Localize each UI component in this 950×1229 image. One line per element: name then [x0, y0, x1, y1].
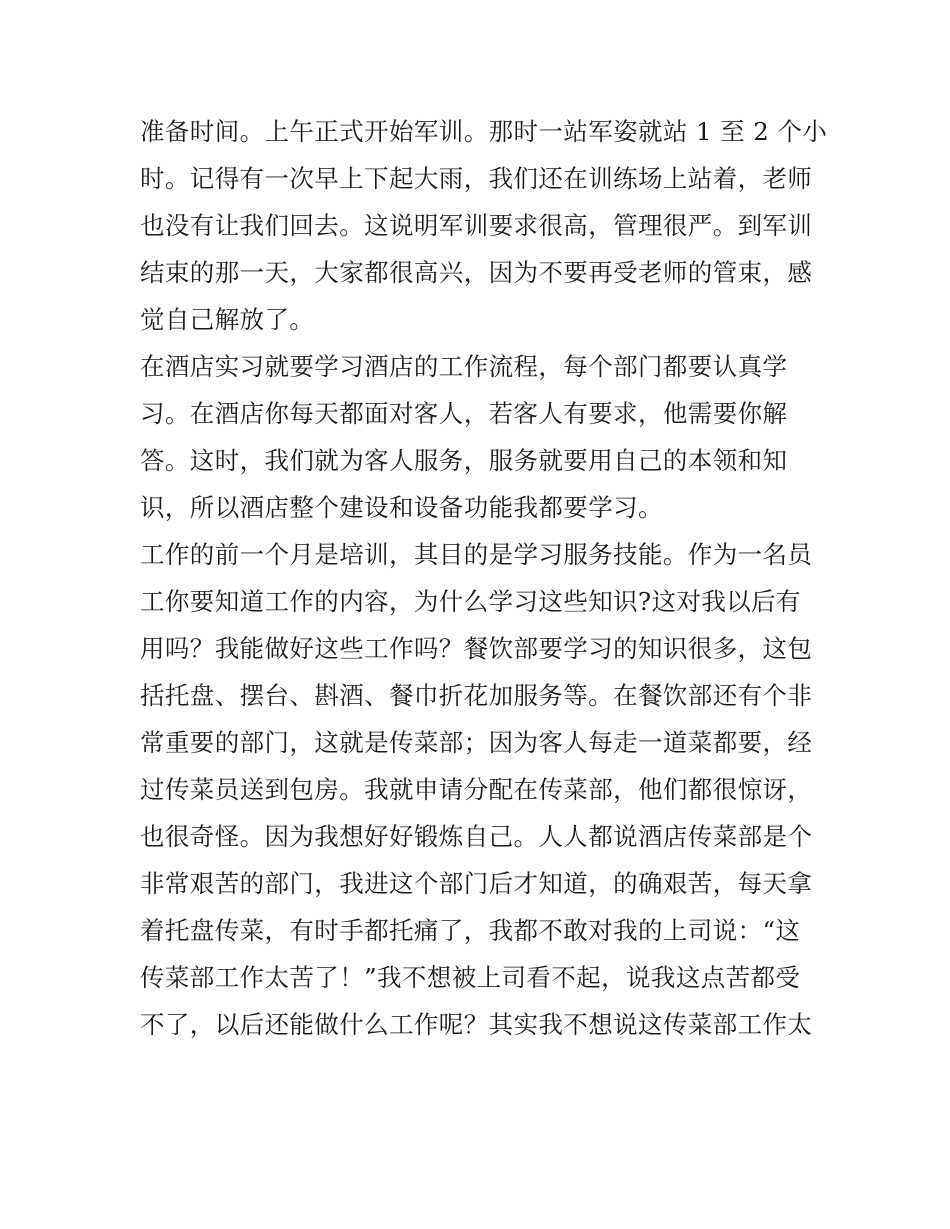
- text-line: 准备时间。上午正式开始军训。那时一站军姿就站 1 至 2 个小: [140, 117, 828, 146]
- paragraph-3: [140, 531, 820, 1048]
- text-line: 着托盘传菜，有时手都托痛了，我都不敢对我的上司说：“这: [140, 916, 801, 945]
- text-line: 识，所以酒店整个建设和设备功能我都要学习。: [140, 493, 663, 522]
- paragraph-1: [140, 108, 828, 343]
- text-line: 也很奇怪。因为我想好好锻炼自己。人人都说酒店传菜部是个: [140, 822, 813, 851]
- document-body: [140, 108, 828, 1048]
- text-line: 工你要知道工作的内容，为什么学习这些知识?这对我以后有: [140, 587, 801, 616]
- text-line: 时。记得有一次早上下起大雨，我们还在训练场上站着，老师: [140, 164, 813, 193]
- text-line: 传菜部工作太苦了！”我不想被上司看不起，说我这点苦都受: [140, 963, 801, 992]
- text-line: 也没有让我们回去。这说明军训要求很高，管理很严。到军训: [140, 211, 813, 240]
- text-line: 习。在酒店你每天都面对客人，若客人有要求，他需要你解: [140, 399, 788, 428]
- text-line: 括托盘、摆台、斟酒、餐巾折花加服务等。在餐饮部还有个非: [140, 681, 813, 710]
- text-line: 在酒店实习就要学习酒店的工作流程，每个部门都要认真学: [140, 352, 788, 381]
- text-line: 工作的前一个月是培训，其目的是学习服务技能。作为一名员: [140, 540, 813, 569]
- text-line: 常重要的部门，这就是传菜部；因为客人每走一道菜都要，经: [140, 728, 813, 757]
- text-line: 过传菜员送到包房。我就申请分配在传菜部，他们都很惊讶，: [140, 775, 813, 804]
- text-line: 不了，以后还能做什么工作呢？其实我不想说这传菜部工作太: [140, 1010, 813, 1039]
- text-line: 结束的那一天，大家都很高兴，因为不要再受老师的管束，感: [140, 258, 813, 287]
- text-line: 用吗？我能做好这些工作吗？餐饮部要学习的知识很多，这包: [140, 634, 813, 663]
- text-line: 非常艰苦的部门，我进这个部门后才知道，的确艰苦，每天拿: [140, 869, 813, 898]
- paragraph-2: [140, 343, 820, 531]
- text-line: 答。这时，我们就为客人服务，服务就要用自己的本领和知: [140, 446, 788, 475]
- text-line: 觉自己解放了。: [140, 305, 315, 334]
